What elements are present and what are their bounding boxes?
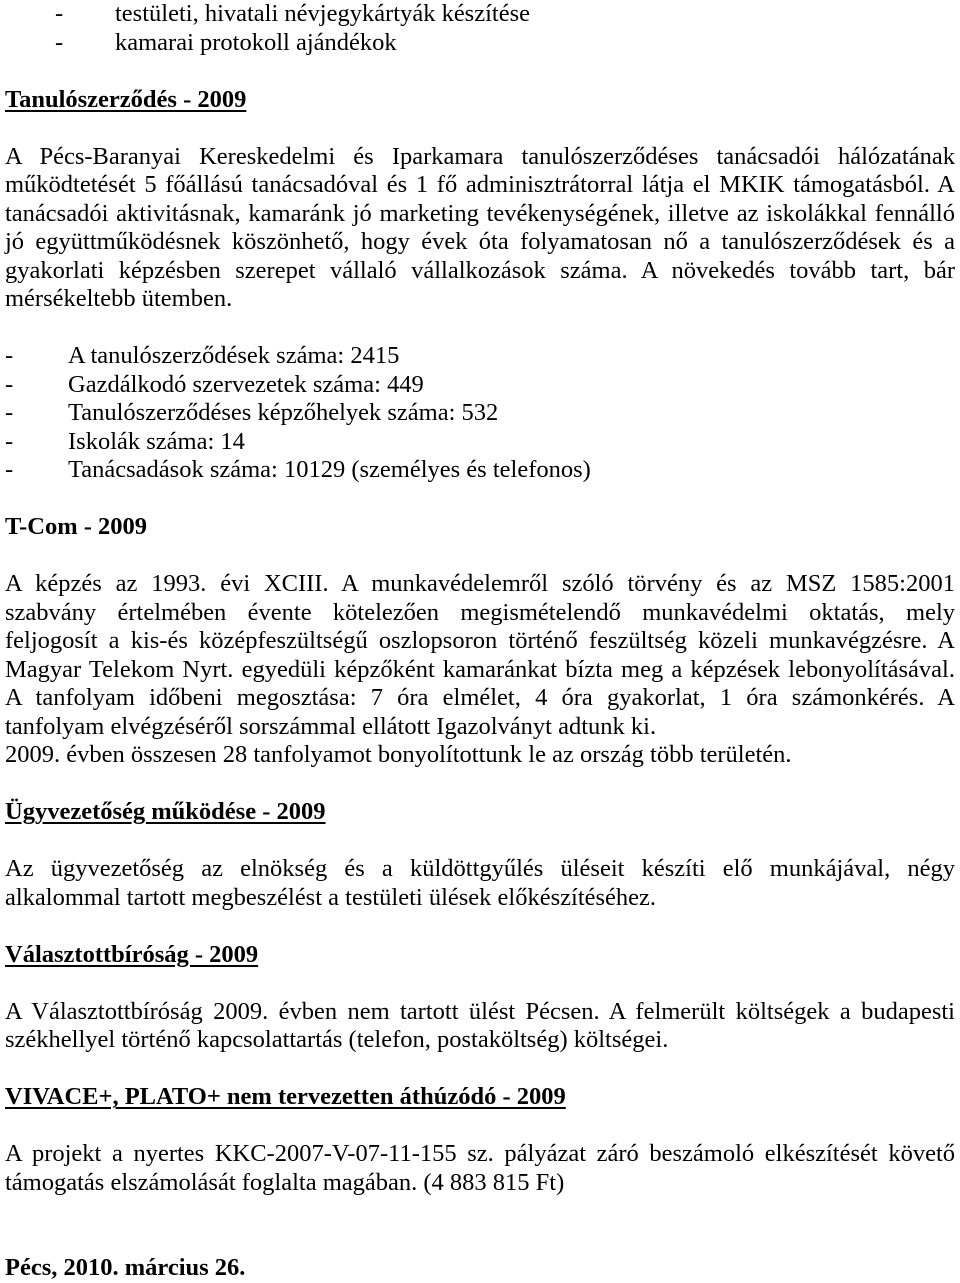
paragraph-line: tanácsadói aktivitásnak, kamaránk jó marketing tevékenységének, illetve az iskolákkal fennálló — [5, 199, 955, 227]
list-item — [5, 29, 955, 58]
paragraph-line: szabvány értelmében évente kötelezően megismételendő munkavédelmi oktatás, mely — [5, 598, 955, 626]
section-heading-valasztottbirosag: Választottbíróság - 2009 — [5, 940, 259, 968]
paragraph-line: működtetését 5 főállású tanácsadóval és 1 fő adminisztrátorral látja el MKIK támogatásból. A — [5, 171, 955, 198]
paragraph-line: Magyar Telekom Nyrt. egyedüli képzőként kamaránkat bízta meg a képzések lebonyolításával. — [5, 655, 955, 683]
paragraph-line: A Pécs-Baranyai Kereskedelmi és Iparkamara tanulószerződéses tanácsadói hálózatának — [5, 142, 955, 170]
list-item-text: testületi, hivatali névjegykártyák készítése — [115, 0, 530, 27]
paragraph-line: A Választottbíróság 2009. évben nem tartott ülést Pécsen. A felmerült költségek a budapesti — [5, 997, 955, 1025]
list-item-text: Tanácsadások száma: 10129 (személyes és telefonos) — [68, 456, 591, 483]
section-heading-tcom: T-Com - 2009 — [5, 513, 148, 540]
paragraph-line: székhellyel történő kapcsolattartás (telefon, postaköltség) költségei. — [5, 1026, 669, 1053]
ugyvezetoseg-paragraph — [5, 855, 955, 912]
paragraph-line: feljogosít a kis-és középfeszültségű oszlopsoron történő feszültség közeli munkavégzésre. A — [5, 627, 955, 654]
paragraph-line: alkalommal tartott megbeszélést a testületi ülések előkészítéséhez. — [5, 883, 657, 911]
section-heading-ugyvezetoseg: Ügyvezetőség működése - 2009 — [5, 798, 326, 825]
list-item-text: A tanulószerződések száma: 2415 — [68, 342, 400, 369]
list-item — [5, 399, 955, 428]
list-bullet: - — [5, 399, 14, 426]
paragraph-line: Az ügyvezetőség az elnökség és a küldöttgyűlés üléseit készíti elő munkájával, négy — [5, 855, 955, 882]
list-bullet: - — [5, 370, 14, 398]
vivace-paragraph — [5, 1140, 955, 1197]
list-item — [5, 342, 955, 371]
list-bullet: - — [55, 28, 64, 56]
paragraph-line: A tanfolyam időbeni megosztása: 7 óra elmélet, 4 óra gyakorlat, 1 óra számonkérés. A — [5, 684, 955, 711]
paragraph-line: mérsékeltebb ütemben. — [5, 285, 233, 312]
list-item-text: kamarai protokoll ajándékok — [115, 28, 397, 56]
tanuloszerzodes-paragraph — [5, 143, 955, 314]
list-bullet: - — [5, 342, 14, 369]
services-list — [5, 0, 955, 57]
list-bullet: - — [5, 456, 14, 483]
list-item-text: Tanulószerződéses képzőhelyek száma: 532 — [68, 399, 499, 426]
statistics-list — [5, 342, 955, 485]
paragraph-line: jó együttműködésnek köszönhető, hogy évek óta folyamatosan nő a tanulószerződések és a — [5, 228, 955, 255]
closing-place-date: Pécs, 2010. március 26. — [5, 1254, 246, 1281]
paragraph-line: A képzés az 1993. évi XCIII. A munkavédelemről szóló törvény és az MSZ 1585:2001 — [5, 570, 955, 597]
paragraph-line: gyakorlati képzésben szerepet vállaló vállalkozások száma. A növekedés tovább tart, bár — [5, 256, 955, 284]
section-heading-vivace-plato: VIVACE+, PLATO+ nem tervezetten áthúzódó - 2009 — [5, 1083, 566, 1110]
list-item — [5, 0, 955, 29]
section-heading-tanuloszerzodes: Tanulószerződés - 2009 — [5, 85, 247, 113]
paragraph-line: 2009. évben összesen 28 tanfolyamot bonyolítottunk le az ország több területén. — [5, 741, 792, 768]
list-item — [5, 371, 955, 400]
list-item-text: Gazdálkodó szervezetek száma: 449 — [68, 370, 424, 398]
list-item — [5, 428, 955, 457]
paragraph-line: A projekt a nyertes KKC-2007-V-07-11-155 sz. pályázat záró beszámoló elkészítését követő — [5, 1140, 955, 1167]
valasztottbirosag-paragraph — [5, 998, 955, 1055]
paragraph-line: tanfolyam elvégzéséről sorszámmal ellátott Igazolványt adtunk ki. — [5, 712, 657, 740]
list-item — [5, 456, 955, 485]
paragraph-line: támogatás elszámolását foglalta magában. (4 883 815 Ft) — [5, 1168, 565, 1196]
list-bullet: - — [5, 427, 14, 455]
list-item-text: Iskolák száma: 14 — [68, 427, 245, 455]
tcom-paragraph — [5, 570, 955, 770]
list-bullet: - — [55, 0, 64, 27]
